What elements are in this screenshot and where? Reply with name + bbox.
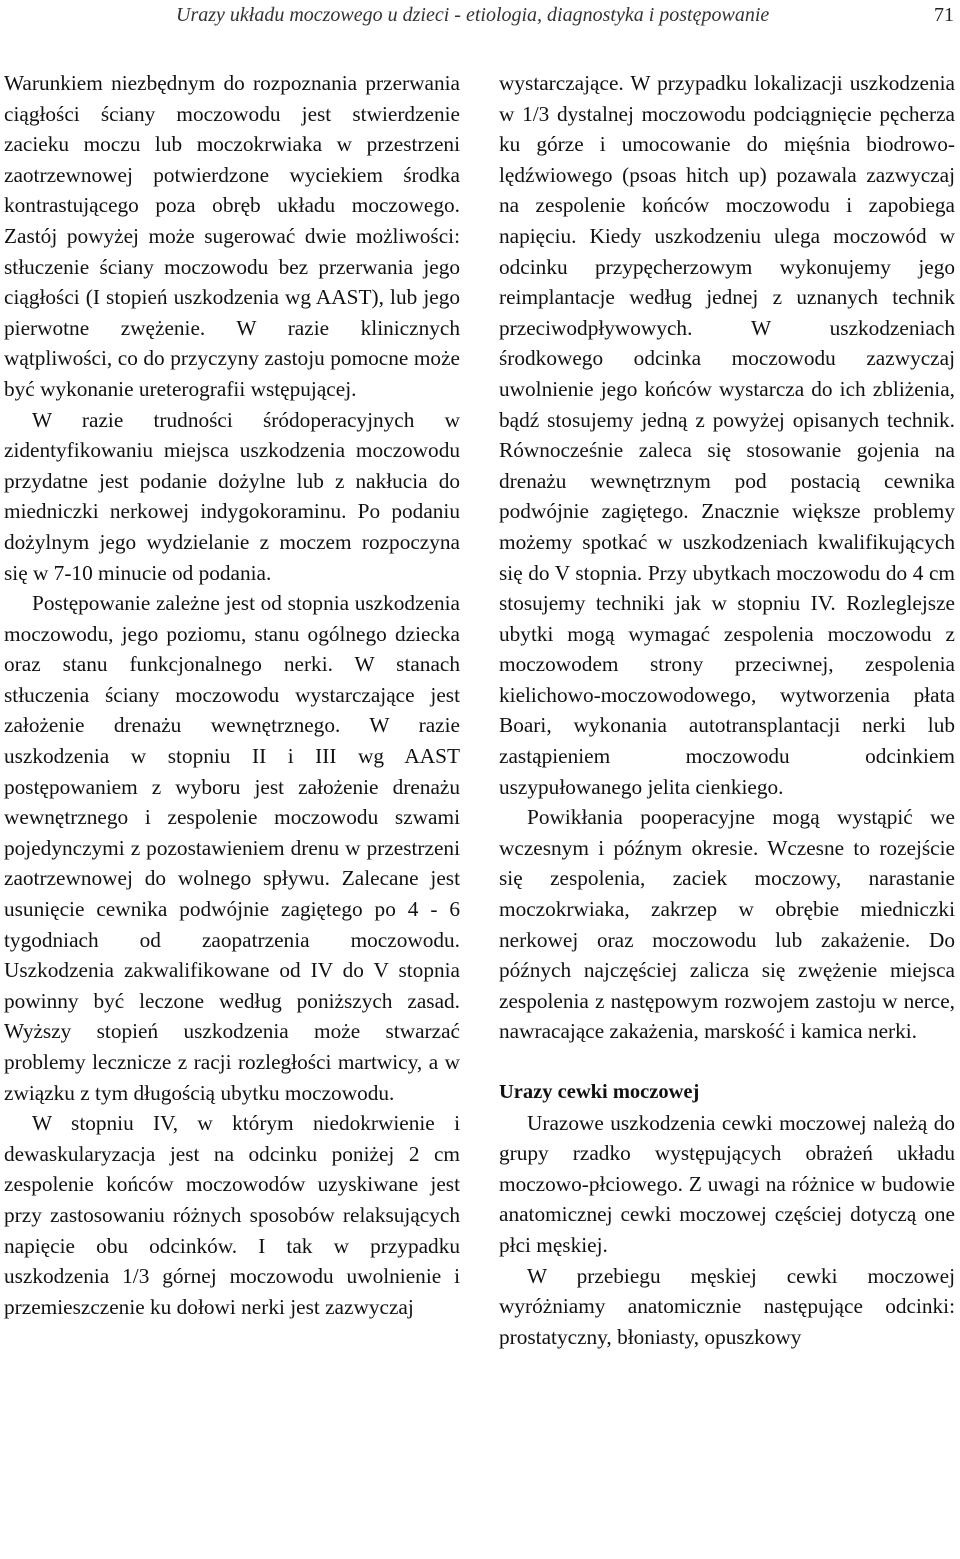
running-title: Urazy układu moczowego u dzieci - etiologia, diagnostyka i postępowanie — [176, 4, 770, 26]
paragraph: Powikłania pooperacyjne mogą wystąpić we wczesnym i późnym okresie. Wczesne to rozejście się zespolenia, zaciek moczowy, narastanie moczokrwiaka, zakrzep w obrębie miedniczki nerkowej oraz moczowodu lub zakażenie. Do późnych najczęściej zalicza się zwężenie miejsca zespolenia z następowym rozwojem zastoju w nerce, nawracające zakażenia, marskość i kamica nerki. — [499, 805, 955, 1044]
page-number: 71 — [934, 4, 954, 26]
paragraph: Postępowanie zależne jest od stopnia uszkodzenia moczowodu, jego poziomu, stanu ogólnego dziecka oraz stanu funkcjonalnego nerki. W stanach stłuczenia ściany moczowodu wystarczające jest założenie drenażu wewnętrznego. W razie uszkodzenia w stopniu II i III wg AAST postępowaniem z wyboru jest założenie drenażu wewnętrznego i zespolenie moczowodu szwami pojedynczymi z pozostawieniem drenu w przestrzeni zaotrzewnowej do wolnego spływu. Zalecane jest usunięcie cewnika podwójnie zagiętego po 4 - 6 tygodniach od zaopatrzenia moczowodu. Uszkodzenia zakwalifikowane od IV do V stopnia powinny być leczone według poniższych zasad. Wyższy stopień uszkodzenia może stwarzać problemy lecznicze z racji rozległości martwicy, a w związku z tym długością ubytku moczowodu. — [4, 591, 460, 1105]
running-header — [0, 3, 960, 33]
paragraph: wystarczające. W przypadku lokalizacji uszkodzenia w 1/3 dystalnej moczowodu podciągnięcie pęcherza ku górze i umocowanie do mięśnia biodrowo-lędźwiowego (psoas hitch up) pozawala zazwyczaj na zespolenie końców moczowodu i zapobiega napięciu. Kiedy uszkodzeniu ulega moczowód w odcinku przypęcherzowym wykonujemy jego reimplantacje według jednej z uznanych technik przeciwodpływowych. W uszkodzeniach środkowego odcinka moczowodu zazwyczaj uwolnienie jego końców wystarcza do ich zbliżenia, bądź stosujemy jedną z powyżej opisanych technik. Równocześnie zaleca się stosowanie gojenia na drenażu wewnętrznym pod postacią cewnika podwójnie zagiętego. Znacznie większe problemy możemy spotkać w uszkodzeniach kwalifikujących się do V stopnia. Przy ubytkach moczowodu do 4 cm stosujemy techniki jak w stopniu IV. Rozleglejsze ubytki mogą wymagać zespolenia moczowodu z moczowodem strony przeciwnej, zespolenia kielichowo-moczowodowego, wytworzenia płata Boari, wykonania autotransplantacji nerki lub zastąpieniem moczowodu odcinkiem uszypułowanego jelita cienkiego. — [499, 71, 955, 799]
paragraph: W stopniu IV, w którym niedokrwienie i dewaskularyzacja jest na odcinku poniżej 2 cm zespolenie końców moczowodów uzyskiwane jest przy zastosowaniu różnych sposobów relaksujących napięcie obu odcinków. I tak w przypadku uszkodzenia 1/3 górnej moczowodu uwolnienie i przemieszczenie ku dołowi nerki jest zazwyczaj — [4, 1111, 460, 1319]
left-column — [4, 68, 460, 1322]
section-heading: Urazy cewki moczowej — [499, 1081, 700, 1103]
paragraph: W przebiegu męskiej cewki moczowej wyróżniamy anatomicznie następujące odcinki: prostatyczny, błoniasty, opuszkowy — [499, 1263, 955, 1349]
right-column — [499, 68, 955, 1352]
paragraph: Urazowe uszkodzenia cewki moczowej należą do grupy rzadko występujących obrażeń układu moczowo-płciowego. Z uwagi na różnice w budowie anatomicznej cewki moczowej częściej dotyczą one płci męskiej. — [499, 1110, 955, 1257]
paragraph: W razie trudności śródoperacyjnych w zidentyfikowaniu miejsca uszkodzenia moczowodu przydatne jest podanie dożylne lub z nakłucia do miedniczki nerkowej indygokoraminu. Po podaniu dożylnym jego wydzielanie z moczem rozpoczyna się w 7-10 minucie od podania. — [4, 407, 460, 585]
paragraph: Warunkiem niezbędnym do rozpoznania przerwania ciągłości ściany moczowodu jest stwierdzenie zacieku moczu lub moczokrwiaka w przestrzeni zaotrzewnowej potwierdzone wyciekiem środka kontrastującego poza obręb układu moczowego. Zastój powyżej może sugerować dwie możliwości: stłuczenie ściany moczowodu bez przerwania jego ciągłości (I stopień uszkodzenia wg AAST), lub jego pierwotne zwężenie. W razie klinicznych wątpliwości, co do przyczyny zastoju pomocne może być wykonanie ureterografii wstępującej. — [4, 71, 460, 401]
